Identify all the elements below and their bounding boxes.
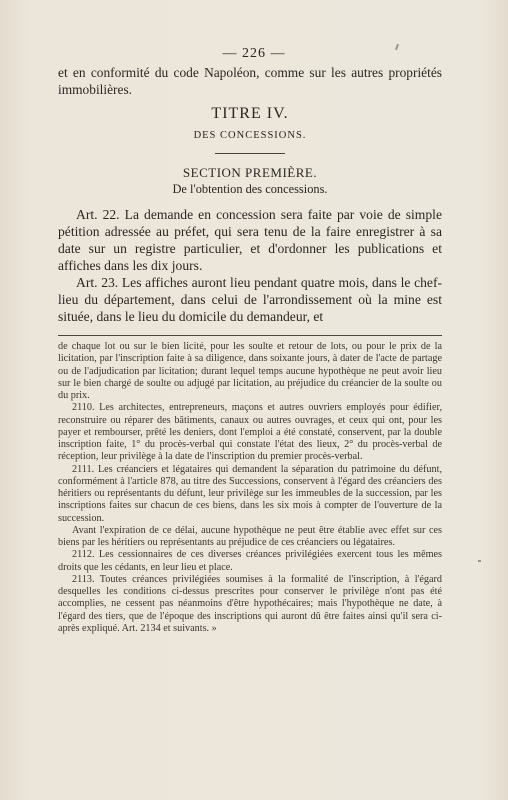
footnote-paragraph: 2111. Les créanciers et légataires qui demandent la séparation du patrimoine du défunt, conformément à l'article 878, au titre des Successions, conservent à l'égard des créanciers des héritiers ou représentants du défunt, leur privilège sur les immeubles de la succession, par les inscriptions faites sur chacun de ces biens, dans les six mois à compter de l'ouverture de la succession. <box>58 463 442 524</box>
footnotes <box>58 341 442 635</box>
ink-speck <box>478 560 481 562</box>
footnote-paragraph: 2113. Toutes créances privilégiées soumises à la formalité de l'inscription, à l'égard desquelles les conditions ci-dessus prescrites pour conserver le privilège n'ont pas été accomplies, ne cessent pas néanmoins d'être hypothécaires; mais l'hypothèque ne date, à l'égard des tiers, que de l'époque des inscriptions qui auront dû être faites ainsi qu'il sera ci-après expliqué. Art. 2134 et suivants. » <box>58 573 442 634</box>
continuation-paragraph: et en conformité du code Napoléon, comme sur les autres propriétés immobilières. <box>58 65 442 97</box>
page-number: — 226 — <box>222 46 286 61</box>
main-text <box>58 64 442 336</box>
title-heading: TITRE IV. <box>211 105 289 122</box>
footnote-separator <box>58 335 442 336</box>
section-heading: SECTION PREMIÈRE. <box>182 165 318 180</box>
article-22: Art. 22. La demande en concession sera faite par voie de simple pétition adressée au préfet, qui sera tenu de la faire enregistrer à sa date sur un registre particulier, et d'ordonner les publications et affiches dans les dix jours. <box>58 207 442 273</box>
footnote-paragraph: Avant l'expiration de ce délai, aucune hypothèque ne peut être établie avec effet sur ces biens par les héritiers ou représentants au préjudice de ces créanciers ou légataires. <box>58 524 442 548</box>
footnote-paragraph: de chaque lot ou sur le bien licité, pour les soulte et retour de lots, ou pour le prix de la licitation, par l'inscription faite à sa diligence, dans soixante jours, à dater de l'acte de partage ou de l'adjudication par licitation; durant lequel temps aucune hypothèque ne peut avoir lieu sur le bien chargé de soulte ou adjugé par licitation, au préjudice du créancier de la soulte ou du prix. <box>58 341 442 401</box>
footnote-paragraph: 2110. Les architectes, entrepreneurs, maçons et autres ouvriers employés pour édifier, reconstruire ou réparer des bâtiments, canaux ou autres ouvrages, et ceux qui ont, pour les payer et rembourser, prêté les deniers, dont l'emploi a été constaté, conservent, par la double inscription faite, 1° du procès-verbal qui constate l'état des lieux, 2° du procès-verbal de réception, leur privilège à la date de l'inscription du premier procès-verbal. <box>58 402 442 463</box>
title-subheading: DES CONCESSIONS. <box>193 130 307 141</box>
article-23: Art. 23. Les affiches auront lieu pendant quatre mois, dans le chef-lieu du département, dans celui de l'arrondissement où la mine est située, dans le lieu du domicile du demandeur, et <box>58 275 442 324</box>
section-subheading: De l'obtention des concessions. <box>172 182 328 196</box>
short-rule <box>215 153 285 154</box>
footnote-paragraph: 2112. Les cessionnaires de ces diverses créances privilégiées exercent tous les mêmes droits que les cédants, en leur lieu et place. <box>58 549 442 573</box>
